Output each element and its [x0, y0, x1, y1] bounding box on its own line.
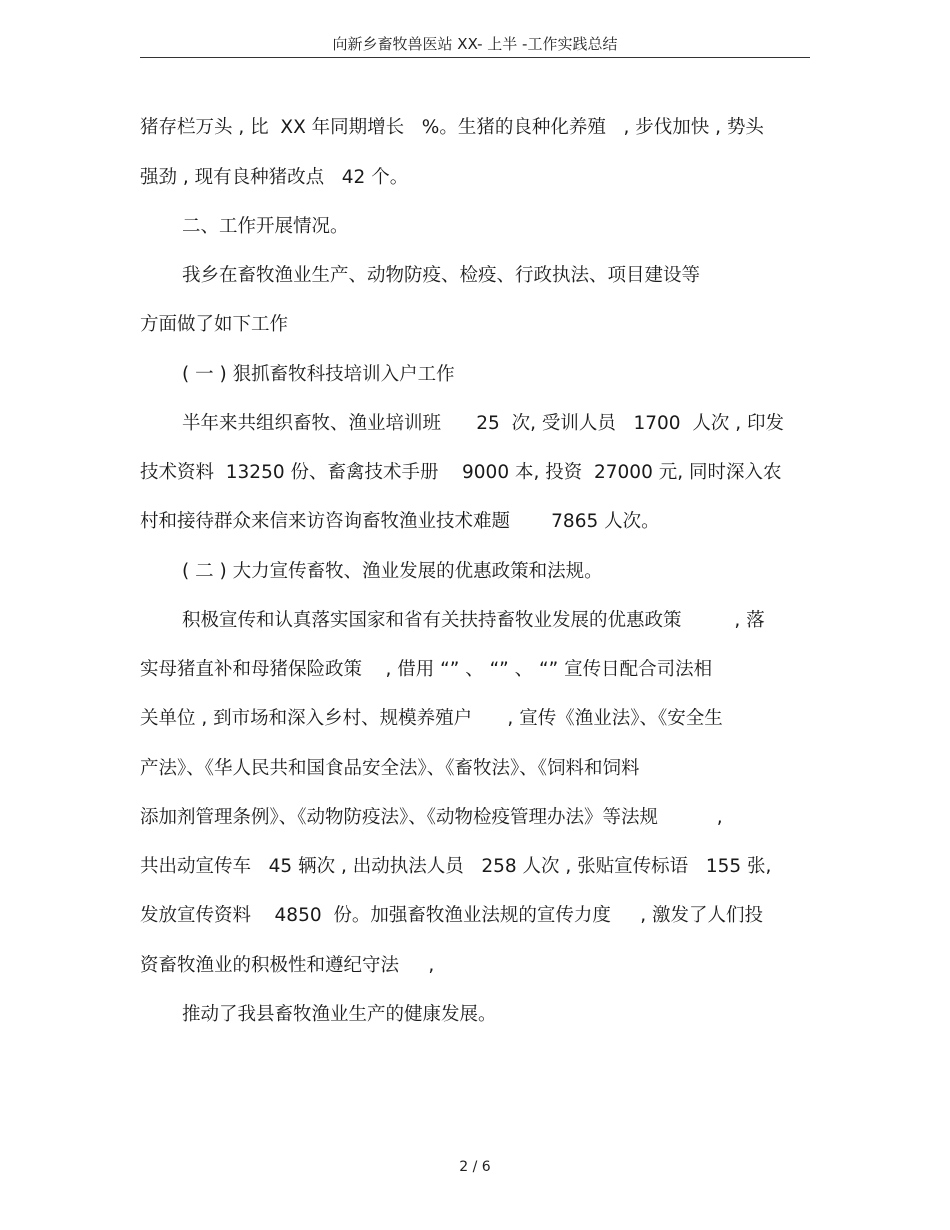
section-heading: 二、工作开展情况。	[182, 216, 349, 237]
text-line: 半年来共组织畜牧、渔业培训班 25 次, 受训人员 1700 人次 , 印发	[182, 413, 784, 434]
text-line: 实母猪直补和母猪保险政策 , 借用 “” 、 “” 、 “” 宣传日配合司法相	[140, 659, 713, 680]
text-line: 猪存栏万头 , 比 XX 年同期增长 %。生猪的良种化养殖 , 步伐加快 , 势头	[140, 117, 764, 138]
subsection-heading: ( 一 ) 狠抓畜牧科技培训入户工作	[182, 364, 455, 385]
page-header: 向新乡畜牧兽医站 XX- 上半 -工作实践总结	[332, 35, 618, 53]
text-line: 方面做了如下工作	[140, 314, 289, 335]
text-line: 共出动宣传车 45 辆次 , 出动执法人员 258 人次 , 张贴宣传标语 155 张,	[140, 856, 772, 877]
text-line: 关单位 , 到市场和深入乡村、规模养殖户 , 宣传《渔业法》、《安全生	[140, 708, 723, 729]
text-line: 添加剂管理条例》、《动物防疫法》、《动物检疫管理办法》等法规 ,	[140, 807, 723, 828]
text-line: 技术资料 13250 份、畜禽技术手册 9000 本, 投资 27000 元, 同时深入农	[140, 462, 782, 483]
text-line: 强劲 , 现有良种猪改点 42 个。	[140, 167, 409, 188]
text-line: 推动了我县畜牧渔业生产的健康发展。	[182, 1004, 497, 1025]
text-line: 积极宣传和认真落实国家和省有关扶持畜牧业发展的优惠政策 , 落	[182, 610, 765, 631]
header-divider	[140, 57, 810, 58]
subsection-heading: ( 二 ) 大力宣传畜牧、渔业发展的优惠政策和法规。	[182, 561, 603, 582]
text-line: 产法》、《华人民共和国食品安全法》、《畜牧法》、《饲料和饲料	[140, 758, 640, 779]
page-number: 2 / 6	[459, 1159, 491, 1175]
text-line: 发放宣传资料 4850 份。加强畜牧渔业法规的宣传力度 , 激发了人们投	[140, 905, 764, 926]
text-line: 我乡在畜牧渔业生产、动物防疫、检疫、行政执法、项目建设等	[182, 265, 701, 286]
text-line: 资畜牧渔业的积极性和遵纪守法 ,	[140, 955, 435, 976]
text-line: 村和接待群众来信来访咨询畜牧渔业技术难题 7865 人次。	[140, 511, 660, 532]
